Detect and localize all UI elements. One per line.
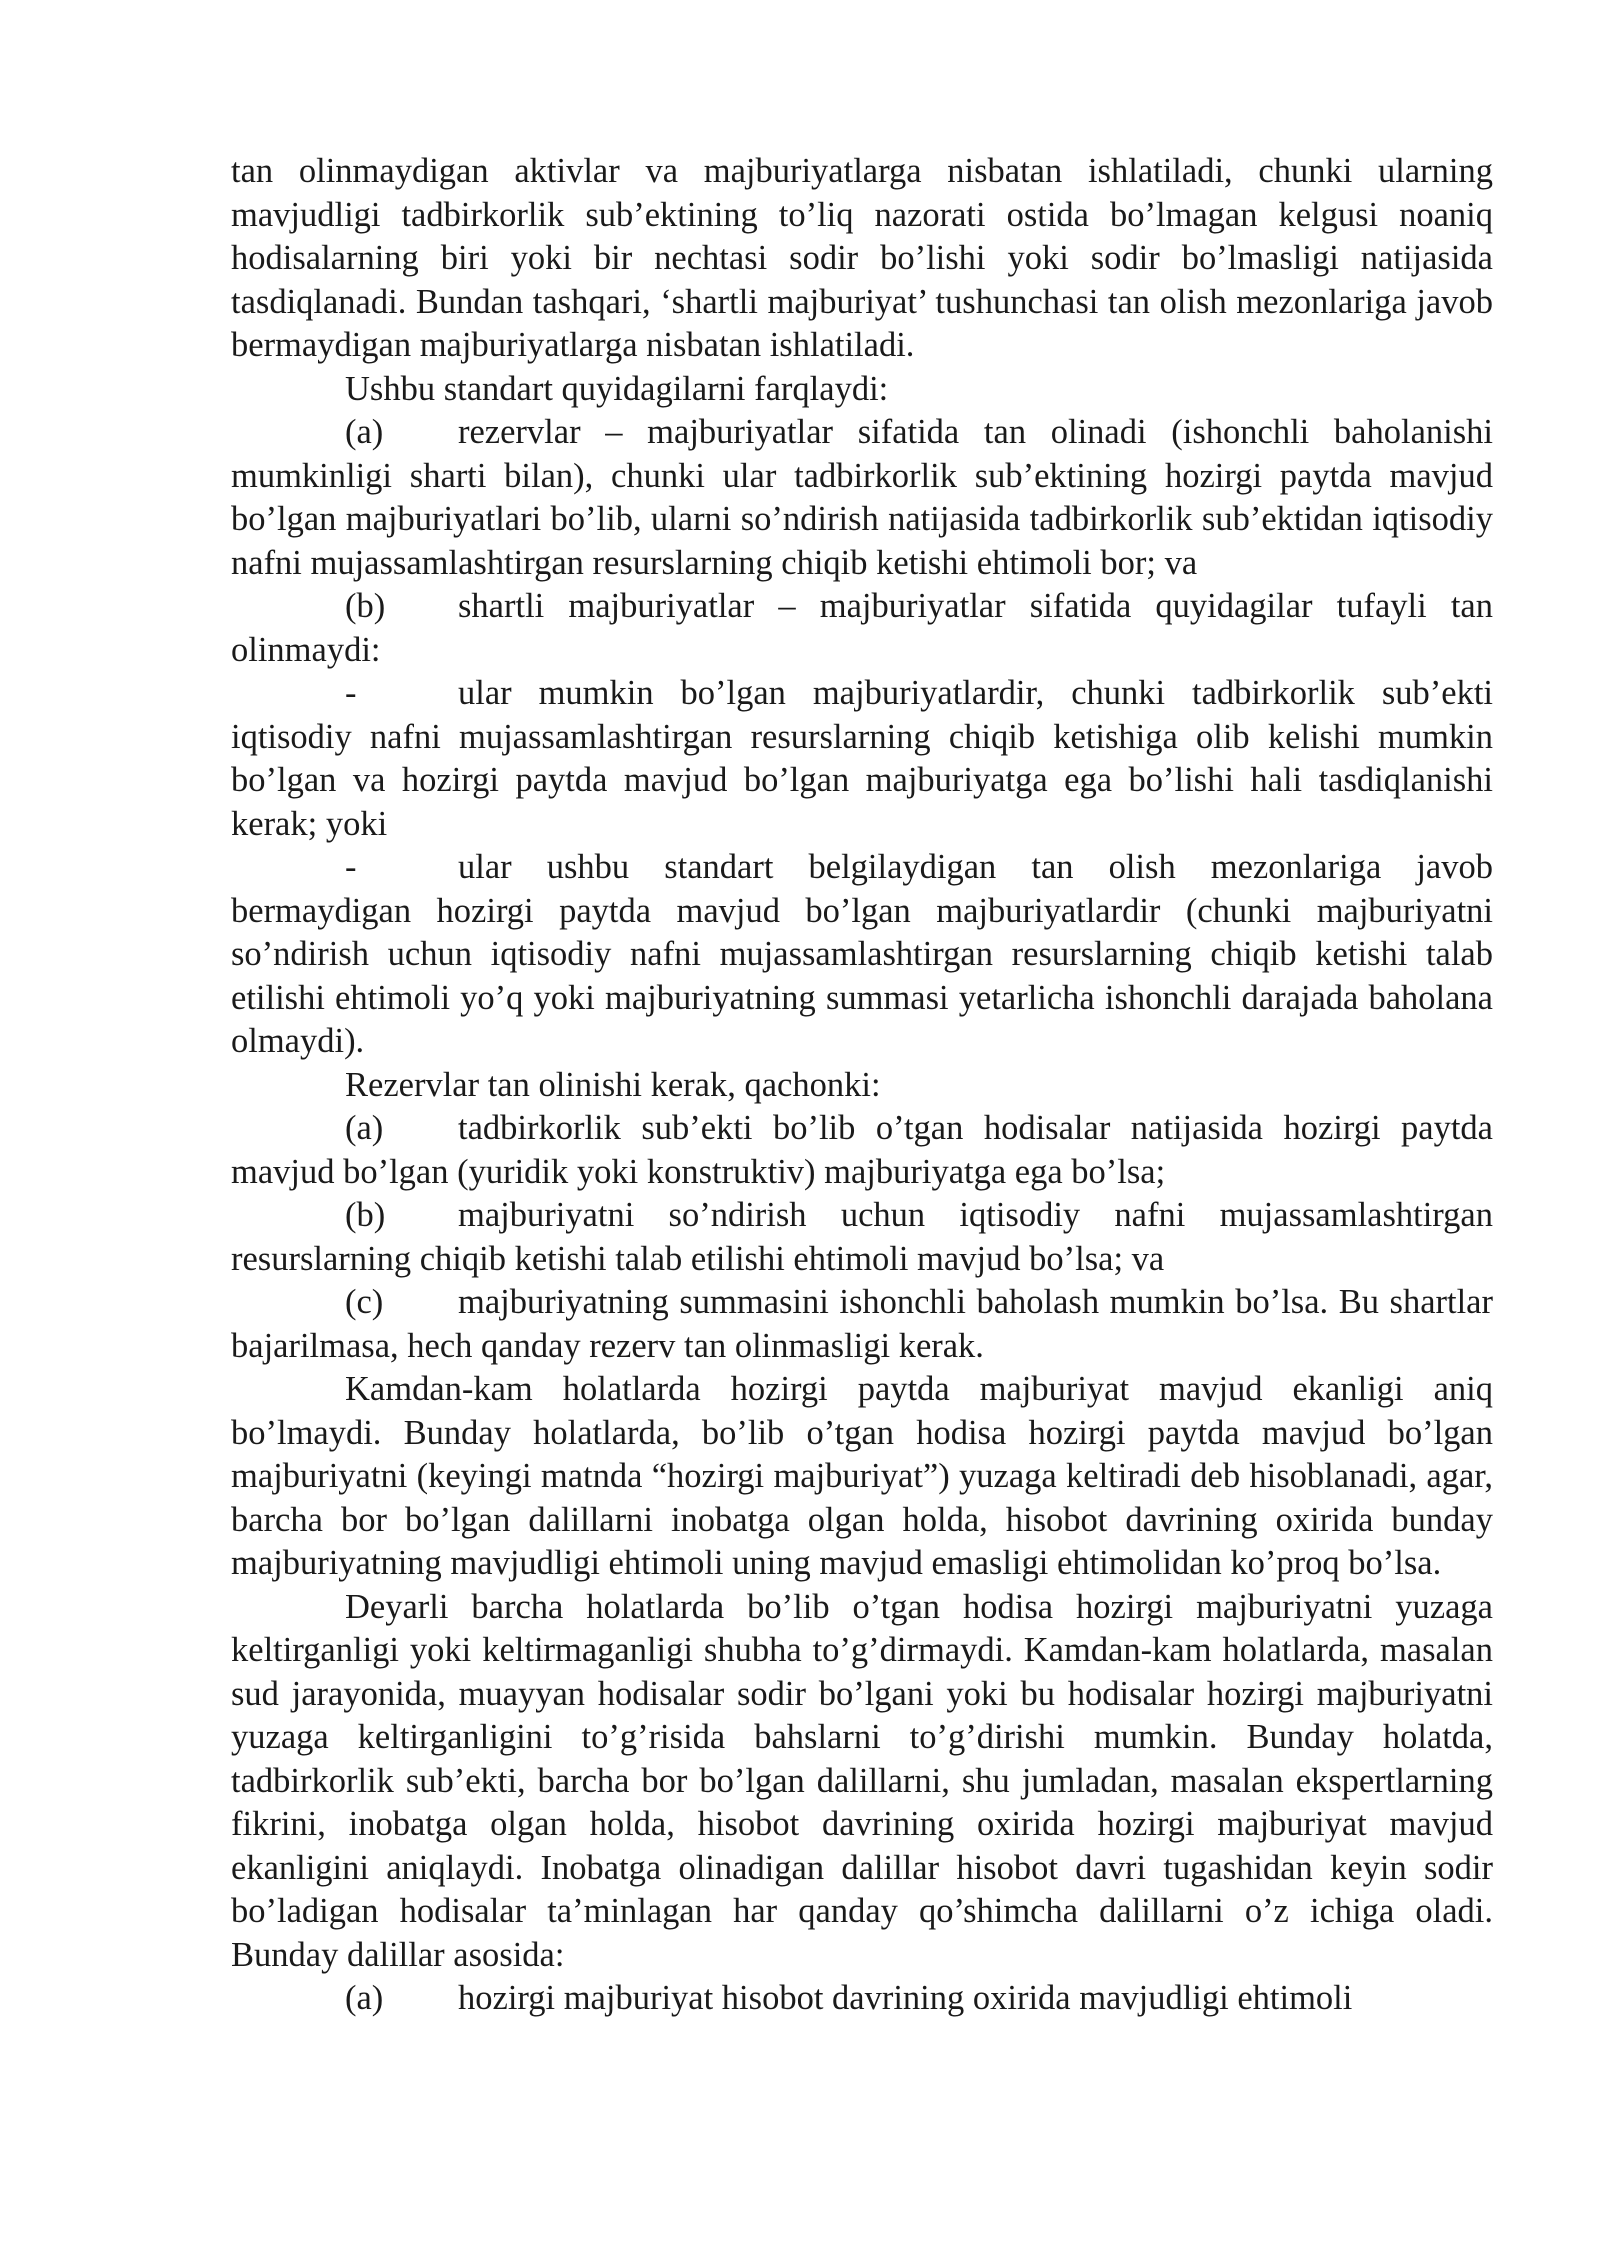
paragraph-text: Deyarli barcha holatlarda bo’lib o’tgan hodisa hozirgi majburiyatni yuzaga keltirganligi yoki keltirmaganligi shubha to’g’dirmaydi. Kamdan-kam holatlarda, masalan sud jarayonida, muayyan hodisalar sodir bo’lgani yoki bu hodisalar hozirgi majburiyatni yuzaga keltirganligini to’g’risida bahslarni to’g’dirishi mumkin. Bunday holatda, tadbirkorlik sub’ekti, barcha bor bo’lgan dalillarni, shu jumladan, masalan ekspertlarning fikrini, inobatga olgan holda, hisobot davrining oxirida hozirgi majburiyat mavjud ekanligini aniqlaydi. Inobatga olinadigan dalillar hisobot davri tugashidan keyin sodir bo’ladigan hodisalar ta’minlagan har qanday qo’shimcha dalillarni o’z ichiga oladi. Bunday dalillar asosida:	[231, 1587, 1493, 1974]
list-item-text: tadbirkorlik sub’ekti bo’lib o’tgan hodisalar natijasida hozirgi paytda mavjud bo’lgan (yuridik yoki konstruktiv) majburiyatga ega bo’lsa;	[231, 1109, 1493, 1191]
list-item-text: shartli majburiyatlar – majburiyatlar sifatida quyidagilar tufayli tan olinmaydi:	[231, 587, 1493, 669]
list-item-a-obligation	[231, 1107, 1493, 1194]
paragraph-text: Ushbu standart quyidagilarni farqlaydi:	[345, 369, 889, 408]
list-item-b-contingent-liabilities	[231, 585, 1493, 672]
list-item-a-provisions	[231, 411, 1493, 585]
list-marker: -	[345, 674, 357, 712]
list-item-dash-possible	[231, 672, 1493, 846]
list-marker: (a)	[345, 1979, 384, 2017]
list-item-dash-present	[231, 846, 1493, 1064]
list-item-text: majburiyatning summasini ishonchli baholash mumkin bo’lsa. Bu shartlar bajarilmasa, hech qanday rezerv tan olinmasligi kerak.	[231, 1283, 1493, 1365]
paragraph-continuation	[231, 150, 1493, 368]
paragraph-intro-distinctions	[231, 368, 1493, 412]
paragraph-text: Rezervlar tan olinishi kerak, qachonki:	[345, 1065, 881, 1104]
list-marker: (b)	[345, 1196, 386, 1234]
list-item-b-outflow	[231, 1194, 1493, 1281]
list-item-text: majburiyatni so’ndirish uchun iqtisodiy nafni mujassamlashtirgan resurslarning chiqib ketishi talab etilishi ehtimoli mavjud bo’lsa; va	[231, 1196, 1493, 1278]
list-marker: (a)	[345, 1109, 384, 1147]
paragraph-text: tan olinmaydigan aktivlar va majburiyatlarga nisbatan ishlatiladi, chunki ularning mavjudligi tadbirkorlik sub’ektining to’liq nazorati ostida bo’lmagan kelgusi noaniq hodisalarning biri yoki bir nechtasi sodir bo’lishi yoki sodir bo’lmasligi natijasida tasdiqlanadi. Bundan tashqari, ‘shartli majburiyat’ tushunchasi tan olish mezonlariga javob bermaydigan majburiyatlarga nisbatan ishlatiladi.	[231, 152, 1493, 364]
list-item-text: hozirgi majburiyat hisobot davrining oxirida mavjudligi ehtimoli	[458, 1979, 1353, 2017]
list-marker: -	[345, 848, 357, 886]
list-item-c-estimate	[231, 1281, 1493, 1368]
list-marker: (a)	[345, 413, 384, 451]
list-marker: (b)	[345, 587, 386, 625]
list-item-text: ular mumkin bo’lgan majburiyatlardir, chunki tadbirkorlik sub’ekti iqtisodiy nafni mujassamlashtirgan resurslarning chiqib ketishiga olib kelishi mumkin bo’lgan va hozirgi paytda mavjud bo’lgan majburiyatga ega bo’lishi hali tasdiqlanishi kerak; yoki	[231, 674, 1493, 843]
document-page	[231, 150, 1493, 2021]
paragraph-rare-cases	[231, 1368, 1493, 1586]
paragraph-almost-all-cases	[231, 1586, 1493, 1978]
list-item-text: ular ushbu standart belgilaydigan tan olish mezonlariga javob bermaydigan hozirgi paytda mavjud bo’lgan majburiyatlardir (chunki majburiyatni so’ndirish uchun iqtisodiy nafni mujassamlashtirgan resurslarning chiqib ketishi talab etilishi ehtimoli yo’q yoki majburiyatning summasi yetarlicha ishonchli darajada baholana olmaydi).	[231, 848, 1493, 1060]
list-marker: (c)	[345, 1283, 384, 1321]
list-item-text: rezervlar – majburiyatlar sifatida tan olinadi (ishonchli baholanishi mumkinligi sharti bilan), chunki ular tadbirkorlik sub’ektining hozirgi paytda mavjud bo’lgan majburiyatlari bo’lib, ularni so’ndirish natijasida tadbirkorlik sub’ektidan iqtisodiy nafni mujassamlashtirgan resurslarning chiqib ketishi ehtimoli bor; va	[231, 413, 1493, 582]
paragraph-recognition-intro	[231, 1064, 1493, 1108]
list-item-a-present-obligation	[231, 1977, 1493, 2021]
paragraph-text: Kamdan-kam holatlarda hozirgi paytda majburiyat mavjud ekanligi aniq bo’lmaydi. Bunday holatlarda, bo’lib o’tgan hodisa hozirgi paytda mavjud bo’lgan majburiyatni (keyingi matnda “hozirgi majburiyat”) yuzaga keltiradi deb hisoblanadi, agar, barcha bor bo’lgan dalillarni inobatga olgan holda, hisobot davrining oxirida bunday majburiyatning mavjudligi ehtimoli uning mavjud emasligi ehtimolidan ko’proq bo’lsa.	[231, 1370, 1493, 1582]
